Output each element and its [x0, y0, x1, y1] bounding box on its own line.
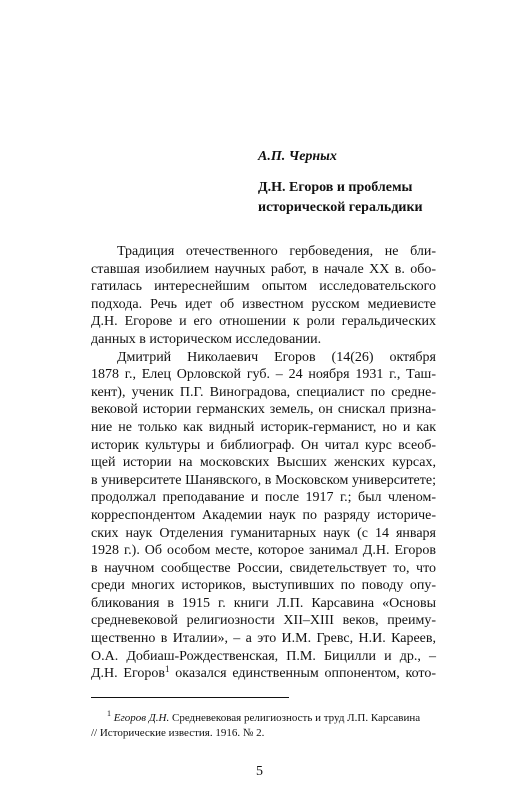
text-line-with-footnote [91, 665, 436, 683]
text-line: подхода. Речь идет об известном русском медиевисте [91, 296, 436, 312]
article-title [258, 178, 478, 218]
text-line: в университете Шанявского, в Московском университете; [91, 472, 436, 488]
footnote-text: Средневековая религиозность и труд Л.П. Карсавина [171, 712, 421, 724]
footnote-separator [91, 697, 289, 698]
text-line: щественно в Италии», – а это И.М. Гревс, Н.И. Кареев, [91, 631, 436, 647]
text-line: О.А. Добиаш-Рождественская, П.М. Бицилли и др., – [91, 648, 436, 664]
body-text [91, 243, 436, 683]
text-line: 1878 г., Елец Орловской губ. – 24 ноября 1931 г., Таш- [91, 367, 436, 383]
text-line: ских наук Отделения гуманитарных наук (с 14 января [91, 525, 436, 541]
footnote-mark: 1 [107, 709, 111, 718]
footnote-line [91, 706, 436, 726]
text-line: средневековой религиозности XII–XIII веков, преиму- [91, 613, 436, 629]
text-line: бликования в 1915 г. книги Л.П. Карсавина «Основы [91, 595, 436, 611]
text-line: историк культуры и библиограф. Он читал курс всеоб- [91, 437, 436, 453]
footnote [91, 706, 436, 741]
text-line: Традиция отечественного гербоведения, не бли- [117, 244, 436, 259]
page-number: 5 [256, 764, 263, 779]
footnote-reference[interactable]: 1 [164, 664, 170, 675]
text-line: Д.Н. Егорове и его отношении к роли геральдических [91, 314, 436, 330]
text-line: ние не только как видный историк-германист, но и как [91, 419, 436, 435]
text-fragment: оказался единственным оппонентом, кото- [175, 666, 437, 682]
text-line: в научном сообществе России, свидетельствует то, что [91, 560, 436, 576]
footnote-author: Егоров Д.Н. [113, 712, 170, 724]
title-line: исторической геральдики [258, 200, 423, 215]
text-line: данных в историческом исследовании. [91, 331, 322, 347]
text-line: щей истории на московских Высших женских курсах, [91, 455, 436, 471]
text-line: кент), ученик П.Г. Виноградова, специалист по средне- [91, 384, 436, 400]
text-fragment: Д.Н. Егоров [91, 666, 165, 682]
text-line: среди многих историков, выступивших по поводу опу- [91, 578, 436, 594]
title-line: Д.Н. Егоров и проблемы [258, 180, 413, 195]
text-line: ставшая изобилием научных работ, в начале XX в. обо- [91, 261, 436, 277]
author-name: А.П. Черных [258, 149, 337, 164]
text-line: корреспондентом Академии наук по разряду историче- [91, 507, 436, 523]
text-line: 1928 г.). Об особом месте, которое занимал Д.Н. Егоров [91, 543, 436, 559]
text-line: продолжал преподавание и после 1917 г.; был членом- [91, 490, 436, 506]
footnote-line: // Исторические известия. 1916. № 2. [91, 727, 265, 739]
text-line: Дмитрий Николаевич Егоров (14(26) октября [117, 349, 436, 365]
text-line: гатилась интереснейшим опытом исследовательского [91, 279, 436, 295]
text-line: вековой истории германских земель, он снискал призна- [91, 402, 436, 418]
